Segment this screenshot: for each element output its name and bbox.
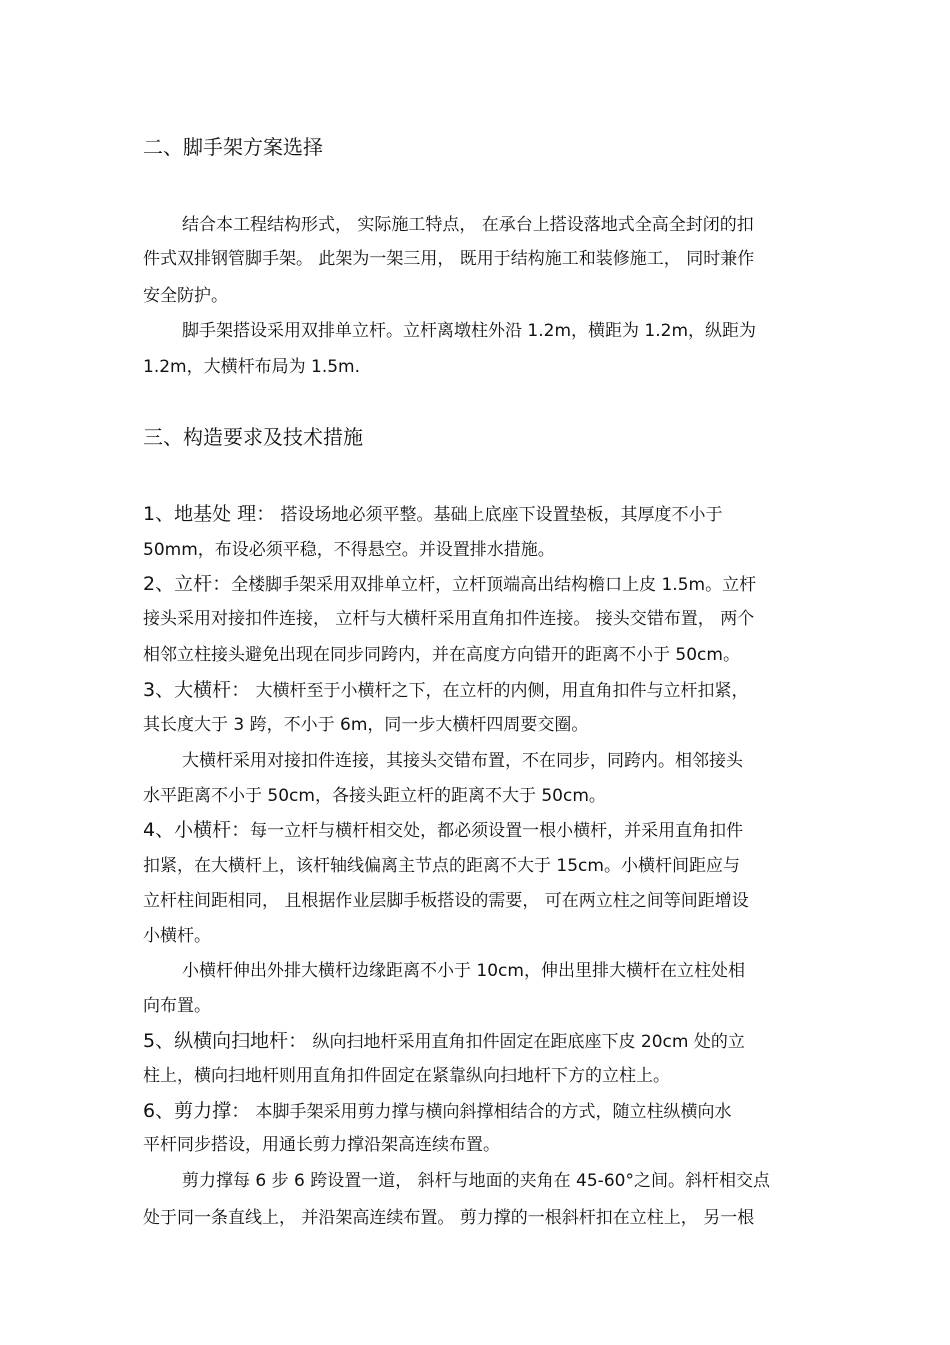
item-4-line-1 — [143, 819, 743, 841]
item-6-para-line-1: 剪力撑每 6 步 6 跨设置一道， 斜杆与地面的夹角在 45-60°之间。斜杆相交点 — [182, 1171, 770, 1191]
item-5-label: 5、纵横向扫地杆： — [143, 1030, 308, 1052]
item-6-para-line-2: 处于同一条直线上， 并沿架高连续布置。 剪力撑的一根斜杆扣在立柱上， 另一根 — [143, 1208, 755, 1228]
item-1-label: 1、地基处 理： — [143, 503, 276, 525]
item-1-line-2: 50mm，布设必须平稳，不得悬空。并设置排水措施。 — [143, 540, 555, 560]
item-3-label: 3、大横杆： — [143, 679, 251, 701]
section-3-title: 三、构造要求及技术措施 — [143, 425, 363, 449]
section-2-para-2-line-1: 脚手架搭设采用双排单立杆。立杆离墩柱外沿 1.2m，横距为 1.2m，纵距为 — [182, 321, 756, 341]
section-2-para-1-line-1: 结合本工程结构形式， 实际施工特点， 在承台上搭设落地式全高全封闭的扣 — [182, 215, 754, 235]
item-5-line-1 — [143, 1030, 745, 1052]
item-4-line-3: 立杆柱间距相同， 且根据作业层脚手板搭设的需要， 可在两立柱之间等间距增设 — [143, 891, 749, 911]
item-5-text: 纵向扫地杆采用直角扣件固定在距底座下皮 20cm 处的立 — [307, 1032, 745, 1052]
item-4-line-4: 小横杆。 — [143, 926, 211, 946]
item-6-line-2: 平杆同步搭设，用通长剪力撑沿架高连续布置。 — [143, 1135, 500, 1155]
item-2-text: 全楼脚手架采用双排单立杆，立杆顶端高出结构檐口上皮 1.5m。立杆 — [231, 575, 757, 595]
item-2-line-3: 相邻立柱接头避免出现在同步同跨内，并在高度方向错开的距离不小于 50cm。 — [143, 645, 740, 665]
item-3-para-line-1: 大横杆采用对接扣件连接，其接头交错布置，不在同步，同跨内。相邻接头 — [182, 751, 743, 771]
item-6-text: 本脚手架采用剪力撑与横向斜撑相结合的方式，随立柱纵横向水 — [250, 1102, 732, 1122]
item-4-text: 每一立杆与横杆相交处，都必须设置一根小横杆，并采用直角扣件 — [250, 821, 744, 841]
section-2-title: 二、脚手架方案选择 — [143, 135, 323, 159]
item-3-para-line-2: 水平距离不小于 50cm，各接头距立杆的距离不大于 50cm。 — [143, 786, 606, 806]
item-1-line-1 — [143, 503, 723, 525]
item-2-line-1 — [143, 573, 756, 595]
item-4-line-2: 扣紧，在大横杆上，该杆轴线偏离主节点的距离不大于 15cm。小横杆间距应与 — [143, 856, 740, 876]
section-2-para-1-line-3: 安全防护。 — [143, 286, 228, 306]
item-3-line-1 — [143, 679, 749, 701]
item-6-label: 6、剪力撑： — [143, 1100, 251, 1122]
section-2-para-1-line-2: 件式双排钢管脚手架。 此架为一架三用， 既用于结构施工和装修施工， 同时兼作 — [143, 249, 755, 269]
item-2-line-2: 接头采用对接扣件连接， 立杆与大横杆采用直角扣件连接。 接头交错布置， 两个 — [143, 609, 755, 629]
section-2-para-2-line-2: 1.2m，大横杆布局为 1.5m. — [143, 357, 360, 377]
item-3-line-2: 其长度大于 3 跨，不小于 6m，同一步大横杆四周要交圈。 — [143, 715, 589, 735]
item-2-label: 2、立杆： — [143, 573, 232, 595]
item-4-label: 4、小横杆： — [143, 819, 251, 841]
item-3-text: 大横杆至于小横杆之下，在立杆的内侧，用直角扣件与立杆扣紧， — [250, 681, 749, 701]
item-4-para-line-1: 小横杆伸出外排大横杆边缘距离不小于 10cm，伸出里排大横杆在立柱处相 — [182, 961, 745, 981]
item-6-line-1 — [143, 1100, 732, 1122]
item-5-line-2: 柱上，横向扫地杆则用直角扣件固定在紧靠纵向扫地杆下方的立柱上。 — [143, 1066, 670, 1086]
item-4-para-line-2: 向布置。 — [143, 996, 211, 1016]
item-1-text: 搭设场地必须平整。基础上底座下设置垫板，其厚度不小于 — [275, 505, 723, 525]
